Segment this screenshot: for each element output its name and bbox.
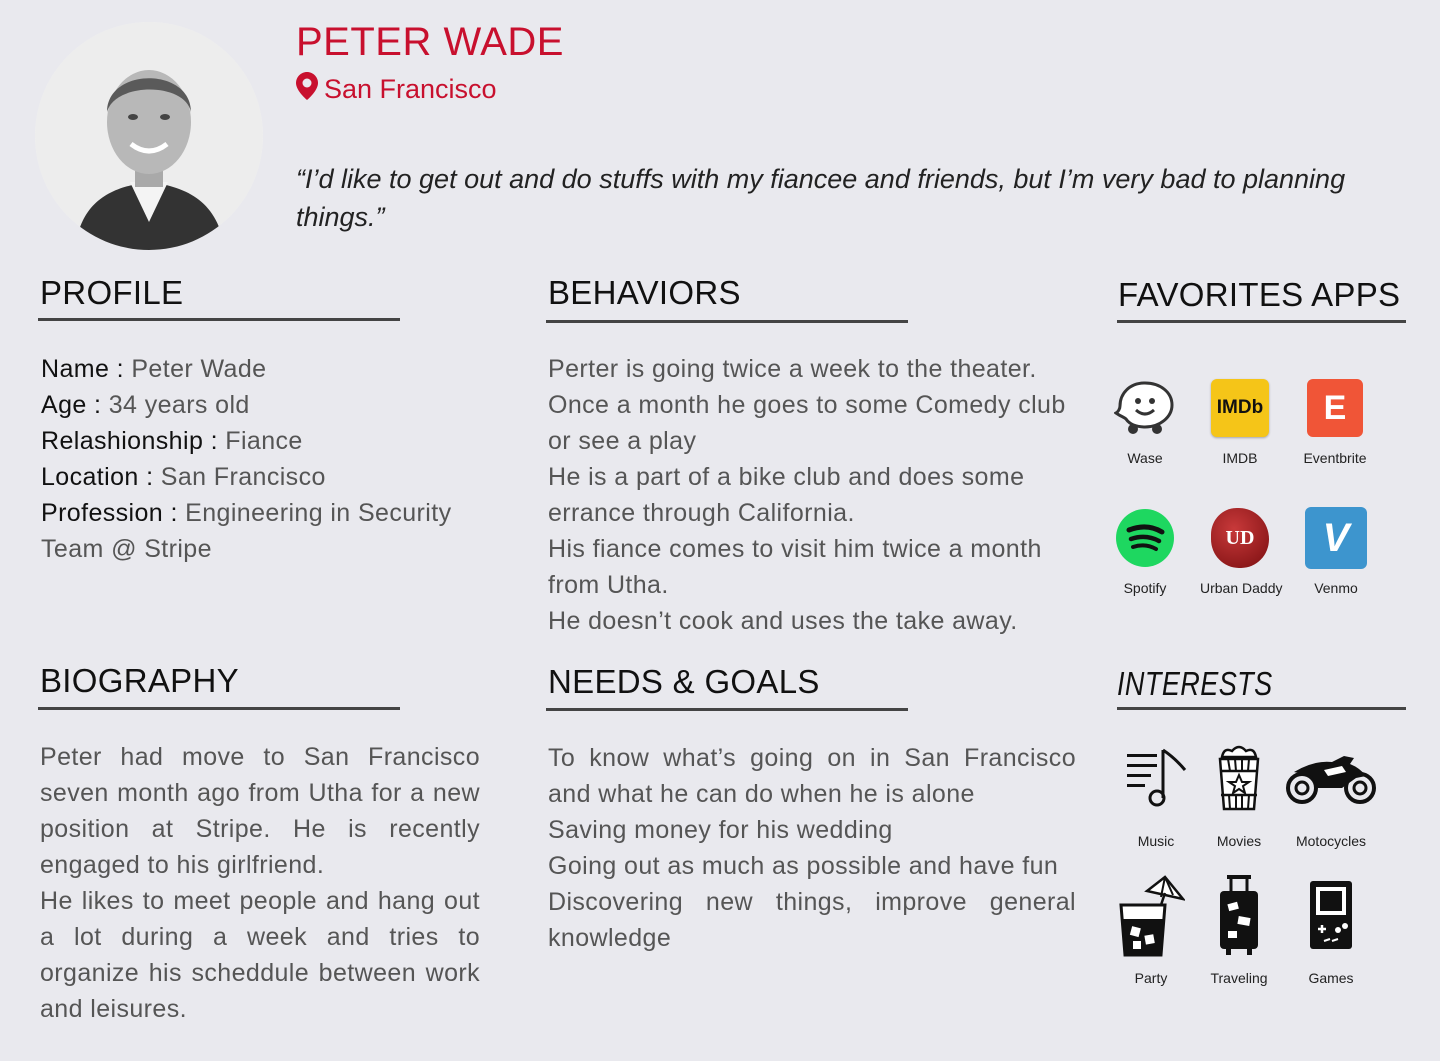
venmo-icon — [1304, 508, 1368, 568]
spotify-icon — [1113, 508, 1177, 568]
interest-motocycles — [1281, 733, 1381, 849]
avatar — [35, 22, 263, 250]
needs-goals-text — [548, 740, 1076, 956]
eventbrite-logo-text: E — [1307, 379, 1363, 437]
interest-label: Party — [1134, 970, 1168, 986]
profile-value: Peter Wade — [131, 355, 267, 383]
app-label: Venmo — [1314, 580, 1358, 596]
biography-paragraph: He likes to meet people and hang out a lot during a week and tries to organize his scheddule between work and leisures. — [40, 887, 480, 1023]
interest-label: Movies — [1216, 833, 1262, 849]
goal-item: Saving money for his wedding — [548, 816, 893, 844]
app-label: Wase — [1127, 450, 1163, 466]
behavior-item: Perter is going twice a week to the theater. — [548, 355, 1037, 383]
interest-label: Games — [1308, 970, 1354, 986]
profile-details — [41, 351, 481, 567]
behaviors-text — [548, 351, 1083, 639]
profile-label: Relashionship — [41, 427, 204, 455]
app-venmo[interactable] — [1296, 508, 1376, 596]
interest-movies — [1189, 733, 1289, 849]
persona-quote: “I’d like to get out and do stuffs with my fiancee and friends, but I’m very bad to planning things.” — [296, 164, 1346, 232]
profile-row — [41, 351, 481, 387]
needs-goals-heading: NEEDS & GOALS — [548, 663, 820, 700]
app-spotify[interactable] — [1105, 508, 1185, 596]
behavior-item: His fiance comes to visit him twice a month from Utha. — [548, 535, 1042, 599]
biography-paragraph: Peter had move to San Francisco seven month ago from Utha for a new position at Stripe. He is recently engaged to his girlfriend. — [40, 743, 480, 879]
urban-daddy-logo-text: UD — [1211, 508, 1269, 568]
biography-heading: BIOGRAPHY — [40, 662, 239, 699]
biography-rule — [38, 707, 400, 710]
favorite-apps-rule — [1117, 320, 1406, 323]
interest-games — [1281, 870, 1381, 986]
interests-heading: INTERESTS — [1117, 665, 1273, 702]
goal-item: Discovering new things, improve general knowledge — [548, 888, 1076, 952]
profile-sep: : — [109, 355, 132, 383]
interests-rule — [1117, 707, 1406, 710]
profile-rule — [38, 318, 400, 321]
goal-item: To know what’s going on in San Francisco and what he can do when he is alone — [548, 744, 1076, 808]
app-label: Eventbrite — [1303, 450, 1367, 466]
behaviors-rule — [546, 320, 908, 323]
behavior-item: He is a part of a bike club and does some errance through California. — [548, 463, 1025, 527]
profile-row — [41, 459, 481, 495]
profile-label: Age — [41, 391, 87, 419]
needs-goals-rule — [546, 708, 908, 711]
profile-value: Fiance — [225, 427, 303, 455]
motorcycle-icon — [1281, 733, 1381, 823]
profile-label: Profession — [41, 499, 164, 527]
profile-value: Engineering in Security Team @ Stripe — [41, 499, 452, 563]
biography-text — [40, 739, 480, 1027]
app-urban-daddy[interactable] — [1200, 508, 1283, 596]
waze-icon — [1113, 378, 1177, 438]
app-label: IMDB — [1222, 450, 1258, 466]
app-waze[interactable] — [1105, 378, 1185, 466]
popcorn-icon — [1189, 733, 1289, 823]
profile-sep: : — [86, 391, 109, 419]
suitcase-icon — [1189, 870, 1289, 960]
profile-sep: : — [203, 427, 226, 455]
cocktail-icon — [1101, 870, 1201, 960]
eventbrite-icon — [1303, 378, 1367, 438]
app-imdb[interactable] — [1200, 378, 1280, 466]
behaviors-heading: BEHAVIORS — [548, 274, 741, 311]
interest-label: Traveling — [1210, 970, 1268, 986]
urban-daddy-icon — [1208, 508, 1272, 568]
interest-traveling — [1189, 870, 1289, 986]
profile-sep: : — [163, 499, 186, 527]
interest-label: Music — [1137, 833, 1175, 849]
app-eventbrite[interactable] — [1295, 378, 1375, 466]
gameboy-icon — [1281, 870, 1381, 960]
behavior-item: Once a month he goes to some Comedy club or see a play — [548, 391, 1066, 455]
profile-heading: PROFILE — [40, 274, 184, 311]
persona-name: PETER WADE — [296, 20, 564, 64]
map-pin-icon — [296, 72, 318, 107]
interest-party — [1101, 870, 1201, 986]
imdb-icon — [1208, 378, 1272, 438]
profile-label: Location — [41, 463, 139, 491]
app-label: Spotify — [1123, 580, 1167, 596]
persona-location — [296, 72, 497, 107]
favorite-apps-heading: FAVORITES APPS — [1118, 276, 1401, 313]
profile-row — [41, 495, 481, 567]
profile-row — [41, 387, 481, 423]
profile-label: Name — [41, 355, 110, 383]
behavior-item: He doesn’t cook and uses the take away. — [548, 607, 1018, 635]
profile-value: San Francisco — [160, 463, 326, 491]
app-label: Urban Daddy — [1200, 580, 1283, 596]
location-text: San Francisco — [324, 74, 497, 104]
profile-sep: : — [138, 463, 161, 491]
imdb-logo-text: IMDb — [1211, 379, 1269, 437]
goal-item: Going out as much as possible and have fun — [548, 852, 1059, 880]
interest-label: Motocycles — [1295, 833, 1367, 849]
profile-row — [41, 423, 481, 459]
profile-value: 34 years old — [108, 391, 250, 419]
venmo-logo-text: V — [1305, 507, 1367, 569]
